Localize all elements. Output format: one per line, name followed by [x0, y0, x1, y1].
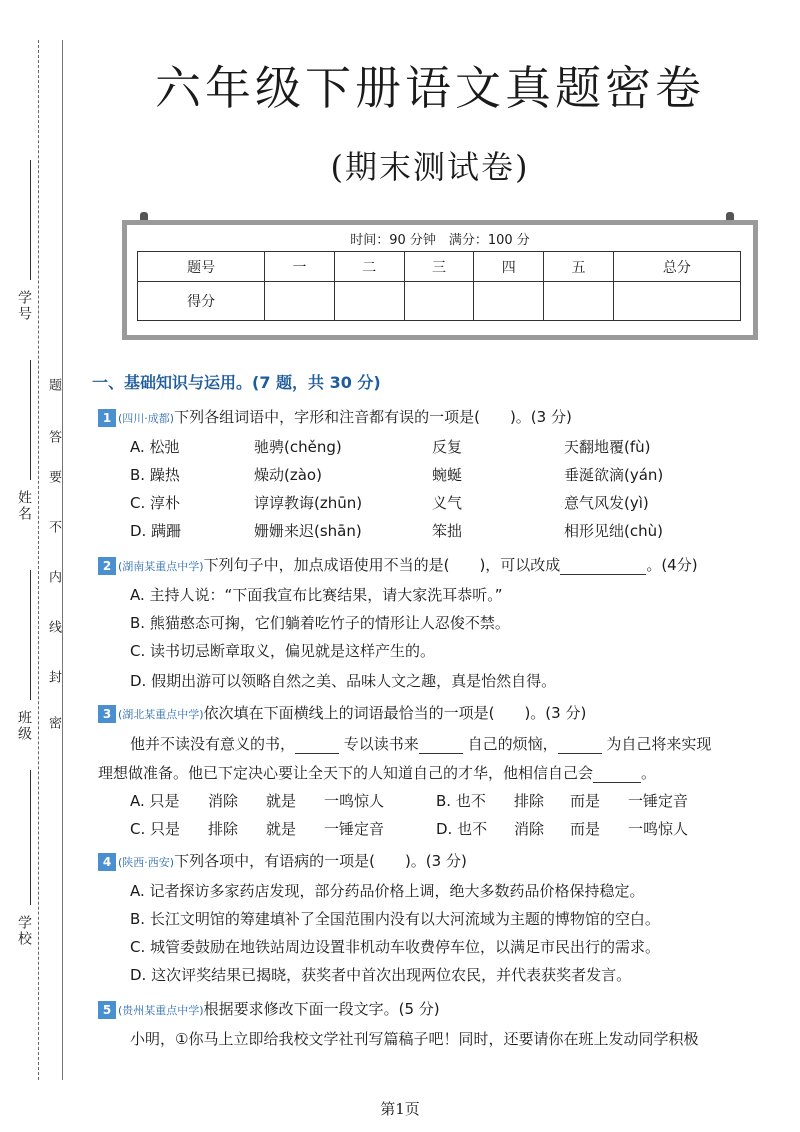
score-cell[interactable]	[544, 282, 614, 321]
seal-char: 题	[46, 378, 61, 393]
option-cell: 笨拙	[432, 522, 463, 540]
option-cell: B. 也不	[436, 792, 486, 810]
question-2	[98, 554, 698, 575]
question-number: 5	[98, 1001, 116, 1019]
option-cell: 义气	[432, 494, 463, 512]
answer-blank[interactable]	[558, 735, 602, 754]
option-cell: C. 淳朴	[130, 494, 181, 512]
option-line: C. 读书切忌断章取义，偏见就是这样产生的。	[130, 642, 436, 660]
score-board	[122, 220, 758, 340]
score-cell[interactable]	[474, 282, 544, 321]
option-cell: 一锤定音	[324, 820, 385, 838]
option-cell: 一鸣惊人	[628, 820, 689, 838]
option-line: A. 记者探访多家药店发现，部分药品价格上调，绝大多数药品价格保持稳定。	[130, 882, 645, 900]
passage-line	[98, 762, 656, 783]
question-number: 1	[98, 409, 116, 427]
question-source: (贵州某重点中学)	[118, 1004, 204, 1017]
option-cell: B. 躁热	[130, 466, 180, 484]
option-line: B. 长江文明馆的筹建填补了全国范围内没有以大河流域为主题的博物馆的空白。	[130, 910, 660, 928]
page-title: 六年级下册语文真题密卷	[155, 61, 705, 115]
option-cell: 一锤定音	[628, 792, 689, 810]
student-id-label: 学号	[16, 290, 32, 322]
score-cell[interactable]	[613, 282, 740, 321]
exam-info: 时间：90 分钟 满分：100 分	[350, 233, 530, 248]
binding-margin-line	[62, 40, 64, 1080]
option-line: C. 城管委鼓励在地铁站周边设置非机动车收费停车位，以满足市民出行的需求。	[130, 938, 661, 956]
binding-dashed-line	[38, 40, 40, 1080]
score-header: 题号	[138, 252, 265, 282]
question-source: (四川·成都)	[118, 412, 175, 425]
score-header: 五	[544, 252, 614, 282]
score-cell[interactable]	[404, 282, 474, 321]
question-1	[98, 406, 572, 427]
option-cell: 排除	[514, 792, 545, 810]
option-line: D. 假期出游可以领略自然之美、品味人文之趣，真是怡然自得。	[130, 672, 557, 690]
option-line: B. 熊猫憨态可掬，它们躺着吃竹子的情形让人忍俊不禁。	[130, 614, 510, 632]
option-cell: 姗姗来迟(shān)	[254, 522, 362, 540]
option-cell: 排除	[208, 820, 239, 838]
score-header: 三	[404, 252, 474, 282]
option-cell: 燥动(zào)	[254, 466, 322, 484]
passage-text: 专以读书来	[343, 735, 419, 753]
option-cell: 而是	[570, 820, 601, 838]
seal-char: 不	[46, 520, 61, 535]
answer-blank[interactable]	[295, 735, 339, 754]
option-cell: 而是	[570, 792, 601, 810]
passage-line: 小明，①你马上立即给我校文学社刊写篇稿子吧！同时，还要请你在班上发动同学积极	[130, 1030, 699, 1048]
option-cell: 驰骋(chěng)	[254, 438, 342, 456]
option-cell: 一鸣惊人	[324, 792, 385, 810]
option-cell: C. 只是	[130, 820, 181, 838]
seal-char: 答	[46, 430, 61, 445]
option-cell: D. 蹒跚	[130, 522, 182, 540]
question-source: (陕西·西安)	[118, 856, 175, 869]
option-cell: A. 只是	[130, 792, 180, 810]
score-header: 二	[334, 252, 404, 282]
option-cell: 就是	[266, 792, 297, 810]
name-blank[interactable]	[30, 360, 32, 480]
passage-text: 自己的烦恼，	[467, 735, 558, 753]
option-cell: 相形见绌(chù)	[564, 522, 663, 540]
question-stem: 下列句子中，加点成语使用不当的是( )，可以改成	[203, 556, 561, 574]
score-header: 四	[474, 252, 544, 282]
seal-char: 内	[46, 570, 61, 585]
school-blank[interactable]	[30, 770, 32, 905]
option-line: A. 主持人说：“下面我宣布比赛结果，请大家洗耳恭听。”	[130, 586, 503, 604]
passage-text: 理想做准备。他已下定决心要让全天下的人知道自己的才华，他相信自己会	[98, 764, 594, 782]
passage-text: 为自己将来实现	[606, 735, 712, 753]
answer-blank[interactable]	[560, 556, 646, 575]
question-5	[98, 998, 440, 1019]
class-blank[interactable]	[30, 570, 32, 700]
option-cell: 就是	[266, 820, 297, 838]
option-cell: 反复	[432, 438, 463, 456]
question-stem: 根据要求修改下面一段文字。(5 分)	[203, 1000, 440, 1018]
question-stem: 下列各组词语中，字形和注音都有误的一项是( )。(3 分)	[174, 408, 572, 426]
student-id-blank[interactable]	[30, 160, 32, 280]
score-cell[interactable]	[265, 282, 335, 321]
seal-char: 要	[46, 470, 61, 485]
seal-char: 封	[46, 670, 61, 685]
option-cell: 天翻地覆(fù)	[564, 438, 651, 456]
option-cell: 蜿蜒	[432, 466, 463, 484]
passage-line	[130, 733, 711, 754]
score-table	[137, 251, 741, 321]
question-number: 3	[98, 705, 116, 723]
option-cell: 消除	[514, 820, 545, 838]
option-line: D. 这次评奖结果已揭晓，获奖者中首次出现两位农民，并代表获奖者发言。	[130, 966, 632, 984]
section-heading: 一、基础知识与运用。(7 题，共 30 分)	[92, 373, 381, 392]
option-cell: 谆谆教诲(zhūn)	[254, 494, 363, 512]
page-number: 第1页	[380, 1100, 420, 1118]
page-subtitle: (期末测试卷)	[330, 148, 530, 186]
score-header: 一	[265, 252, 335, 282]
question-points: 。(4分)	[646, 556, 698, 574]
option-cell: 垂涎欲滴(yán)	[564, 466, 664, 484]
class-label: 班级	[16, 710, 32, 742]
option-cell: A. 松弛	[130, 438, 180, 456]
question-number: 4	[98, 853, 116, 871]
seal-char: 线	[46, 620, 61, 635]
question-stem: 下列各项中，有语病的一项是( )。(3 分)	[174, 852, 467, 870]
passage-text: 。	[641, 764, 657, 782]
answer-blank[interactable]	[593, 764, 641, 783]
name-label: 姓名	[16, 490, 32, 522]
score-row-label: 得分	[138, 282, 265, 321]
question-stem: 依次填在下面横线上的词语最恰当的一项是( )。(3 分)	[203, 704, 587, 722]
passage-text: 他并不读没有意义的书，	[130, 735, 296, 753]
score-cell[interactable]	[334, 282, 404, 321]
question-4	[98, 850, 467, 871]
question-number: 2	[98, 557, 116, 575]
option-cell: 消除	[208, 792, 239, 810]
option-cell: 意气风发(yì)	[564, 494, 649, 512]
answer-blank[interactable]	[419, 735, 463, 754]
score-header: 总分	[613, 252, 740, 282]
school-label: 学校	[16, 915, 32, 947]
question-source: (湖南某重点中学)	[118, 560, 204, 573]
seal-char: 密	[46, 716, 61, 731]
question-source: (湖北某重点中学)	[118, 708, 204, 721]
option-cell: D. 也不	[436, 820, 488, 838]
question-3	[98, 702, 586, 723]
